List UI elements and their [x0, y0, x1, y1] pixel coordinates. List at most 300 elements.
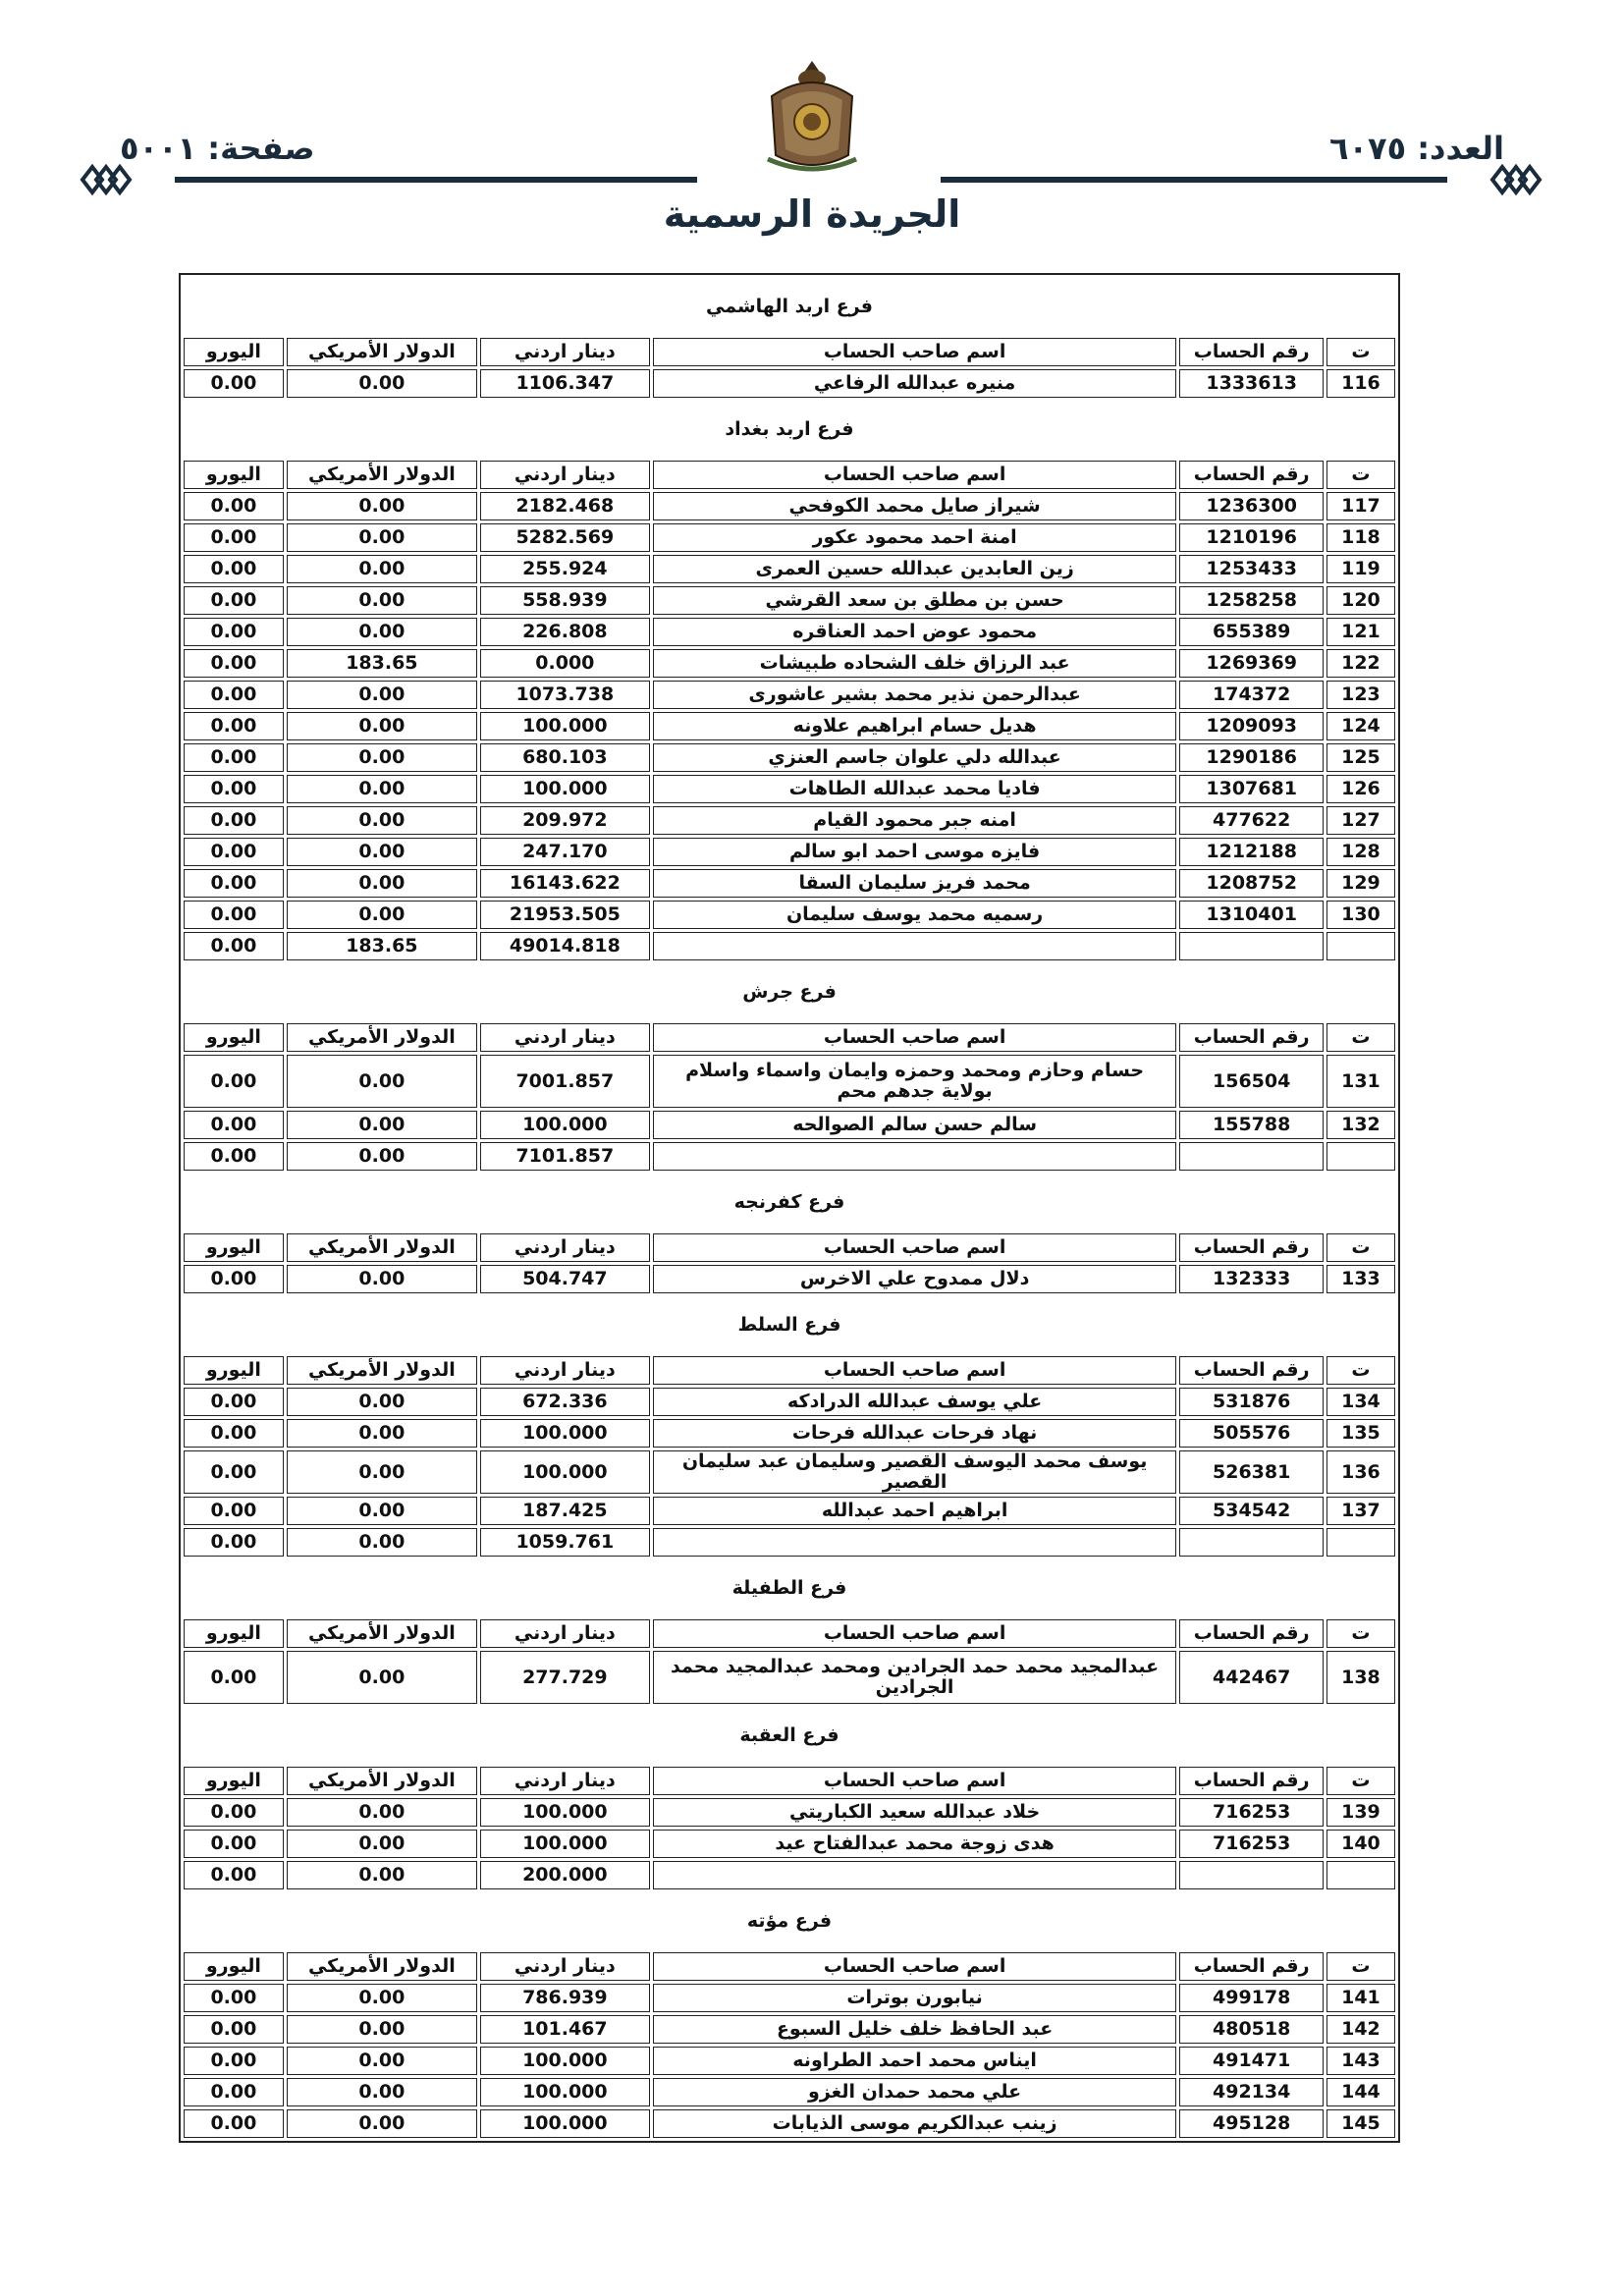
column-header-row: [184, 1356, 1395, 1385]
column-header-seq: ت: [1326, 1233, 1395, 1262]
column-header-eur: اليورو: [184, 1356, 284, 1385]
cell-eur: 0.00: [184, 555, 284, 583]
column-header-jod: دينار اردني: [480, 1767, 650, 1795]
cell-name: نهاد فرحات عبدالله فرحات: [653, 1419, 1177, 1448]
cell-account: 491471: [1179, 2047, 1323, 2075]
column-header-usd: الدولار الأمريكي: [287, 1356, 477, 1385]
cell-jod: 100.000: [480, 775, 650, 803]
cell-seq: 132: [1326, 1111, 1395, 1139]
cell-name: زينب عبدالكريم موسى الذيابات: [653, 2109, 1177, 2138]
cell-account: 1210196: [1179, 523, 1323, 552]
total-name: [653, 932, 1177, 960]
total-eur: 0.00: [184, 1528, 284, 1557]
cell-account: 716253: [1179, 1830, 1323, 1858]
column-header-jod: دينار اردني: [480, 1023, 650, 1052]
cell-usd: 0.00: [287, 2047, 477, 2075]
cell-usd: 0.00: [287, 1830, 477, 1858]
cell-usd: 0.00: [287, 1111, 477, 1139]
table-row: [184, 1798, 1395, 1827]
table-row: [184, 1388, 1395, 1416]
cell-name: دلال ممدوح علي الاخرس: [653, 1265, 1177, 1293]
cell-usd: 0.00: [287, 775, 477, 803]
cell-usd: 0.00: [287, 838, 477, 866]
branch-name: فرع العقبة: [739, 1723, 839, 1746]
cell-account: 156504: [1179, 1055, 1323, 1108]
column-header-eur: اليورو: [184, 1619, 284, 1648]
column-header-jod: دينار اردني: [480, 338, 650, 366]
column-header-jod: دينار اردني: [480, 1952, 650, 1981]
cell-jod: 187.425: [480, 1497, 650, 1525]
column-header-row: [184, 1023, 1395, 1052]
cell-eur: 0.00: [184, 806, 284, 835]
accounts-table-sheet: [179, 273, 1400, 2143]
cell-name: خلاد عبدالله سعيد الكباريتي: [653, 1798, 1177, 1827]
branch-name: فرع الطفيلة: [731, 1576, 847, 1599]
total-seq: [1326, 932, 1395, 960]
cell-name: عبدالمجيد محمد حمد الجرادين ومحمد عبدالمجيد محمد الجرادين: [653, 1651, 1177, 1704]
cell-jod: 100.000: [480, 1111, 650, 1139]
cell-account: 174372: [1179, 681, 1323, 709]
total-jod: 49014.818: [480, 932, 650, 960]
cell-usd: 0.00: [287, 806, 477, 835]
cell-account: 505576: [1179, 1419, 1323, 1448]
cell-eur: 0.00: [184, 743, 284, 772]
cell-usd: 0.00: [287, 2109, 477, 2138]
total-row: [184, 1861, 1395, 1889]
issue-number: العدد: ٦٠٧٥: [1328, 130, 1504, 167]
page-title: الجريدة الرسمية: [663, 192, 961, 236]
cell-name: رسميه محمد يوسف سليمان: [653, 901, 1177, 929]
column-header-usd: الدولار الأمريكي: [287, 338, 477, 366]
cell-account: 1310401: [1179, 901, 1323, 929]
cell-usd: 0.00: [287, 2015, 477, 2044]
cell-seq: 121: [1326, 618, 1395, 646]
cell-jod: 100.000: [480, 2047, 650, 2075]
cell-account: 526381: [1179, 1450, 1323, 1494]
cell-account: 1212188: [1179, 838, 1323, 866]
cell-seq: 123: [1326, 681, 1395, 709]
cell-jod: 786.939: [480, 1984, 650, 2012]
cell-account: 1290186: [1179, 743, 1323, 772]
table-row: [184, 1265, 1395, 1293]
branch-name: فرع السلط: [737, 1313, 841, 1336]
page-number: صفحة: ٥٠٠١: [120, 130, 315, 167]
page-header: [0, 0, 1624, 265]
cell-eur: 0.00: [184, 492, 284, 520]
cell-usd: 0.00: [287, 492, 477, 520]
cell-usd: 0.00: [287, 2078, 477, 2106]
cell-usd: 0.00: [287, 901, 477, 929]
column-header-eur: اليورو: [184, 1023, 284, 1052]
cell-eur: 0.00: [184, 1984, 284, 2012]
table-row: [184, 712, 1395, 740]
cell-seq: 117: [1326, 492, 1395, 520]
cell-eur: 0.00: [184, 2109, 284, 2138]
cell-usd: 0.00: [287, 1497, 477, 1525]
cell-usd: 0.00: [287, 712, 477, 740]
column-header-name: اسم صاحب الحساب: [653, 1952, 1177, 1981]
branch-row: [184, 1559, 1395, 1616]
cell-eur: 0.00: [184, 369, 284, 398]
header-rule-left: [175, 177, 697, 183]
cell-jod: 101.467: [480, 2015, 650, 2044]
branch-name: فرع مؤته: [746, 1909, 833, 1932]
cell-seq: 124: [1326, 712, 1395, 740]
cell-usd: 0.00: [287, 555, 477, 583]
cell-eur: 0.00: [184, 2078, 284, 2106]
table-row: [184, 492, 1395, 520]
column-header-row: [184, 338, 1395, 366]
cell-name: امنه جبر محمود القيام: [653, 806, 1177, 835]
cell-seq: 116: [1326, 369, 1395, 398]
total-row: [184, 932, 1395, 960]
cell-account: 531876: [1179, 1388, 1323, 1416]
cell-account: 1258258: [1179, 586, 1323, 615]
cell-usd: 0.00: [287, 1798, 477, 1827]
total-account: [1179, 1861, 1323, 1889]
cell-jod: 226.808: [480, 618, 650, 646]
accounts-table: [181, 275, 1398, 2141]
branch-name: فرع اربد الهاشمي: [706, 295, 873, 317]
column-header-row: [184, 1952, 1395, 1981]
cell-jod: 100.000: [480, 2109, 650, 2138]
cell-eur: 0.00: [184, 523, 284, 552]
cell-seq: 118: [1326, 523, 1395, 552]
total-eur: 0.00: [184, 932, 284, 960]
column-header-seq: ت: [1326, 1356, 1395, 1385]
cell-seq: 127: [1326, 806, 1395, 835]
total-name: [653, 1142, 1177, 1171]
column-header-row: [184, 1233, 1395, 1262]
cell-eur: 0.00: [184, 1651, 284, 1704]
total-usd: 0.00: [287, 1528, 477, 1557]
cell-eur: 0.00: [184, 775, 284, 803]
total-seq: [1326, 1528, 1395, 1557]
branch-row: [184, 1174, 1395, 1230]
column-header-name: اسم صاحب الحساب: [653, 461, 1177, 489]
column-header-jod: دينار اردني: [480, 461, 650, 489]
cell-account: 1209093: [1179, 712, 1323, 740]
total-name: [653, 1861, 1177, 1889]
total-usd: 0.00: [287, 1861, 477, 1889]
cell-seq: 141: [1326, 1984, 1395, 2012]
table-row: [184, 2109, 1395, 2138]
table-row: [184, 1111, 1395, 1139]
cell-account: 1208752: [1179, 869, 1323, 898]
cell-jod: 680.103: [480, 743, 650, 772]
cell-usd: 183.65: [287, 649, 477, 678]
column-header-row: [184, 1619, 1395, 1648]
cell-eur: 0.00: [184, 618, 284, 646]
total-seq: [1326, 1142, 1395, 1171]
cell-eur: 0.00: [184, 649, 284, 678]
cell-name: يوسف محمد اليوسف القصير وسليمان عبد سليمان القصير: [653, 1450, 1177, 1494]
cell-seq: 126: [1326, 775, 1395, 803]
cell-usd: 0.00: [287, 1651, 477, 1704]
total-account: [1179, 1528, 1323, 1557]
cell-usd: 0.00: [287, 523, 477, 552]
branch-row: [184, 1707, 1395, 1764]
branch-row: [184, 401, 1395, 458]
cell-account: 534542: [1179, 1497, 1323, 1525]
total-account: [1179, 1142, 1323, 1171]
total-jod: 200.000: [480, 1861, 650, 1889]
table-row: [184, 1497, 1395, 1525]
cell-jod: 247.170: [480, 838, 650, 866]
column-header-name: اسم صاحب الحساب: [653, 1767, 1177, 1795]
cell-seq: 120: [1326, 586, 1395, 615]
cell-usd: 0.00: [287, 618, 477, 646]
column-header-name: اسم صاحب الحساب: [653, 1023, 1177, 1052]
table-row: [184, 1450, 1395, 1494]
cell-name: محمد فريز سليمان السقا: [653, 869, 1177, 898]
branch-name: فرع كفرنجه: [733, 1190, 845, 1213]
cell-seq: 144: [1326, 2078, 1395, 2106]
column-header-jod: دينار اردني: [480, 1619, 650, 1648]
cell-jod: 100.000: [480, 712, 650, 740]
cell-seq: 122: [1326, 649, 1395, 678]
column-header-account: رقم الحساب: [1179, 461, 1323, 489]
table-row: [184, 743, 1395, 772]
cell-eur: 0.00: [184, 712, 284, 740]
cell-jod: 558.939: [480, 586, 650, 615]
cell-jod: 1106.347: [480, 369, 650, 398]
cell-jod: 100.000: [480, 1830, 650, 1858]
cell-name: امنة احمد محمود عكور: [653, 523, 1177, 552]
table-row: [184, 681, 1395, 709]
cell-eur: 0.00: [184, 901, 284, 929]
column-header-account: رقم الحساب: [1179, 1233, 1323, 1262]
cell-name: ابراهيم احمد عبدالله: [653, 1497, 1177, 1525]
cell-usd: 0.00: [287, 1055, 477, 1108]
cell-account: 495128: [1179, 2109, 1323, 2138]
total-name: [653, 1528, 1177, 1557]
cell-seq: 134: [1326, 1388, 1395, 1416]
column-header-name: اسم صاحب الحساب: [653, 338, 1177, 366]
cell-seq: 138: [1326, 1651, 1395, 1704]
cell-name: منيره عبدالله الرفاعي: [653, 369, 1177, 398]
branch-name: فرع اربد بغداد: [725, 417, 854, 440]
cell-usd: 0.00: [287, 869, 477, 898]
cell-jod: 277.729: [480, 1651, 650, 1704]
column-header-account: رقم الحساب: [1179, 1023, 1323, 1052]
cell-jod: 672.336: [480, 1388, 650, 1416]
column-header-eur: اليورو: [184, 1767, 284, 1795]
cell-jod: 2182.468: [480, 492, 650, 520]
column-header-account: رقم الحساب: [1179, 1619, 1323, 1648]
table-row: [184, 901, 1395, 929]
total-usd: 183.65: [287, 932, 477, 960]
cell-jod: 5282.569: [480, 523, 650, 552]
column-header-account: رقم الحساب: [1179, 338, 1323, 366]
cell-jod: 100.000: [480, 1419, 650, 1448]
table-row: [184, 586, 1395, 615]
column-header-name: اسم صاحب الحساب: [653, 1233, 1177, 1262]
cell-jod: 255.924: [480, 555, 650, 583]
column-header-seq: ت: [1326, 1023, 1395, 1052]
branch-name: فرع جرش: [742, 980, 837, 1003]
cell-jod: 100.000: [480, 1450, 650, 1494]
table-row: [184, 838, 1395, 866]
cell-seq: 129: [1326, 869, 1395, 898]
table-row: [184, 1419, 1395, 1448]
total-usd: 0.00: [287, 1142, 477, 1171]
cell-eur: 0.00: [184, 1419, 284, 1448]
cell-eur: 0.00: [184, 1265, 284, 1293]
cell-eur: 0.00: [184, 1388, 284, 1416]
column-header-jod: دينار اردني: [480, 1233, 650, 1262]
table-row: [184, 806, 1395, 835]
cell-jod: 100.000: [480, 2078, 650, 2106]
cell-account: 492134: [1179, 2078, 1323, 2106]
column-header-account: رقم الحساب: [1179, 1356, 1323, 1385]
column-header-account: رقم الحساب: [1179, 1767, 1323, 1795]
table-row: [184, 555, 1395, 583]
table-row: [184, 1055, 1395, 1108]
column-header-eur: اليورو: [184, 1233, 284, 1262]
cell-eur: 0.00: [184, 1450, 284, 1494]
cell-account: 655389: [1179, 618, 1323, 646]
cell-name: زين العابدين عبدالله حسين العمرى: [653, 555, 1177, 583]
cell-name: شيراز صايل محمد الكوفحي: [653, 492, 1177, 520]
cell-name: هدى زوجة محمد عبدالفتاح عيد: [653, 1830, 1177, 1858]
cell-usd: 0.00: [287, 1450, 477, 1494]
column-header-row: [184, 1767, 1395, 1795]
cell-seq: 142: [1326, 2015, 1395, 2044]
column-header-seq: ت: [1326, 338, 1395, 366]
total-jod: 1059.761: [480, 1528, 650, 1557]
cell-name: حسن بن مطلق بن سعد القرشي: [653, 586, 1177, 615]
cell-seq: 131: [1326, 1055, 1395, 1108]
cell-name: عبد الحافظ خلف خليل السبوع: [653, 2015, 1177, 2044]
cell-eur: 0.00: [184, 2047, 284, 2075]
cell-eur: 0.00: [184, 1798, 284, 1827]
cell-jod: 0.000: [480, 649, 650, 678]
total-row: [184, 1528, 1395, 1557]
cell-seq: 128: [1326, 838, 1395, 866]
cell-eur: 0.00: [184, 2015, 284, 2044]
cell-account: 480518: [1179, 2015, 1323, 2044]
cell-usd: 0.00: [287, 1265, 477, 1293]
cell-seq: 137: [1326, 1497, 1395, 1525]
cell-name: عبدالرحمن نذير محمد بشير عاشورى: [653, 681, 1177, 709]
cell-seq: 139: [1326, 1798, 1395, 1827]
column-header-usd: الدولار الأمريكي: [287, 1233, 477, 1262]
cell-name: عبدالله دلي علوان جاسم العنزي: [653, 743, 1177, 772]
cell-eur: 0.00: [184, 1055, 284, 1108]
column-header-eur: اليورو: [184, 1952, 284, 1981]
cell-seq: 140: [1326, 1830, 1395, 1858]
table-row: [184, 775, 1395, 803]
column-header-account: رقم الحساب: [1179, 1952, 1323, 1981]
cell-usd: 0.00: [287, 681, 477, 709]
column-header-usd: الدولار الأمريكي: [287, 1767, 477, 1795]
cell-usd: 0.00: [287, 369, 477, 398]
cell-account: 1307681: [1179, 775, 1323, 803]
cell-seq: 119: [1326, 555, 1395, 583]
cell-name: حسام وحازم ومحمد وحمزه وايمان واسماء واسلام بولاية جدهم محم: [653, 1055, 1177, 1108]
cell-jod: 21953.505: [480, 901, 650, 929]
cell-usd: 0.00: [287, 1984, 477, 2012]
table-row: [184, 2047, 1395, 2075]
cell-eur: 0.00: [184, 869, 284, 898]
cell-seq: 130: [1326, 901, 1395, 929]
cell-account: 1269369: [1179, 649, 1323, 678]
cell-account: 1236300: [1179, 492, 1323, 520]
cell-seq: 143: [1326, 2047, 1395, 2075]
column-header-seq: ت: [1326, 461, 1395, 489]
cell-account: 155788: [1179, 1111, 1323, 1139]
total-account: [1179, 932, 1323, 960]
column-header-usd: الدولار الأمريكي: [287, 1619, 477, 1648]
column-header-name: اسم صاحب الحساب: [653, 1356, 1177, 1385]
cell-account: 1253433: [1179, 555, 1323, 583]
cell-account: 1333613: [1179, 369, 1323, 398]
cell-jod: 7001.857: [480, 1055, 650, 1108]
column-header-seq: ت: [1326, 1952, 1395, 1981]
cell-eur: 0.00: [184, 838, 284, 866]
table-row: [184, 1984, 1395, 2012]
branch-row: [184, 1296, 1395, 1353]
cell-name: عبد الرزاق خلف الشحاده طبيشات: [653, 649, 1177, 678]
total-eur: 0.00: [184, 1861, 284, 1889]
column-header-jod: دينار اردني: [480, 1356, 650, 1385]
column-header-usd: الدولار الأمريكي: [287, 461, 477, 489]
cell-jod: 100.000: [480, 1798, 650, 1827]
branch-row: [184, 1892, 1395, 1949]
cell-name: فاديا محمد عبدالله الطاهات: [653, 775, 1177, 803]
branch-row: [184, 963, 1395, 1020]
cell-usd: 0.00: [287, 1388, 477, 1416]
cell-eur: 0.00: [184, 586, 284, 615]
branch-row: [184, 278, 1395, 335]
cell-seq: 125: [1326, 743, 1395, 772]
column-header-eur: اليورو: [184, 461, 284, 489]
table-row: [184, 618, 1395, 646]
cell-name: نيابورن بوترات: [653, 1984, 1177, 2012]
total-eur: 0.00: [184, 1142, 284, 1171]
coat-of-arms-icon: [758, 57, 866, 175]
cell-eur: 0.00: [184, 1497, 284, 1525]
column-header-seq: ت: [1326, 1619, 1395, 1648]
column-header-row: [184, 461, 1395, 489]
cell-name: سالم حسن سالم الصوالحه: [653, 1111, 1177, 1139]
cell-seq: 136: [1326, 1450, 1395, 1494]
cell-seq: 133: [1326, 1265, 1395, 1293]
table-row: [184, 1830, 1395, 1858]
column-header-usd: الدولار الأمريكي: [287, 1023, 477, 1052]
column-header-eur: اليورو: [184, 338, 284, 366]
total-seq: [1326, 1861, 1395, 1889]
cell-account: 499178: [1179, 1984, 1323, 2012]
cell-account: 132333: [1179, 1265, 1323, 1293]
cell-name: هديل حسام ابراهيم علاونه: [653, 712, 1177, 740]
cell-usd: 0.00: [287, 586, 477, 615]
table-row: [184, 1651, 1395, 1704]
cell-account: 477622: [1179, 806, 1323, 835]
cell-account: 442467: [1179, 1651, 1323, 1704]
cell-name: علي محمد حمدان الغزو: [653, 2078, 1177, 2106]
cell-jod: 16143.622: [480, 869, 650, 898]
column-header-name: اسم صاحب الحساب: [653, 1619, 1177, 1648]
cell-eur: 0.00: [184, 1830, 284, 1858]
table-row: [184, 369, 1395, 398]
table-row: [184, 2078, 1395, 2106]
table-row: [184, 869, 1395, 898]
column-header-seq: ت: [1326, 1767, 1395, 1795]
cell-eur: 0.00: [184, 681, 284, 709]
cell-name: علي يوسف عبدالله الدرادكه: [653, 1388, 1177, 1416]
